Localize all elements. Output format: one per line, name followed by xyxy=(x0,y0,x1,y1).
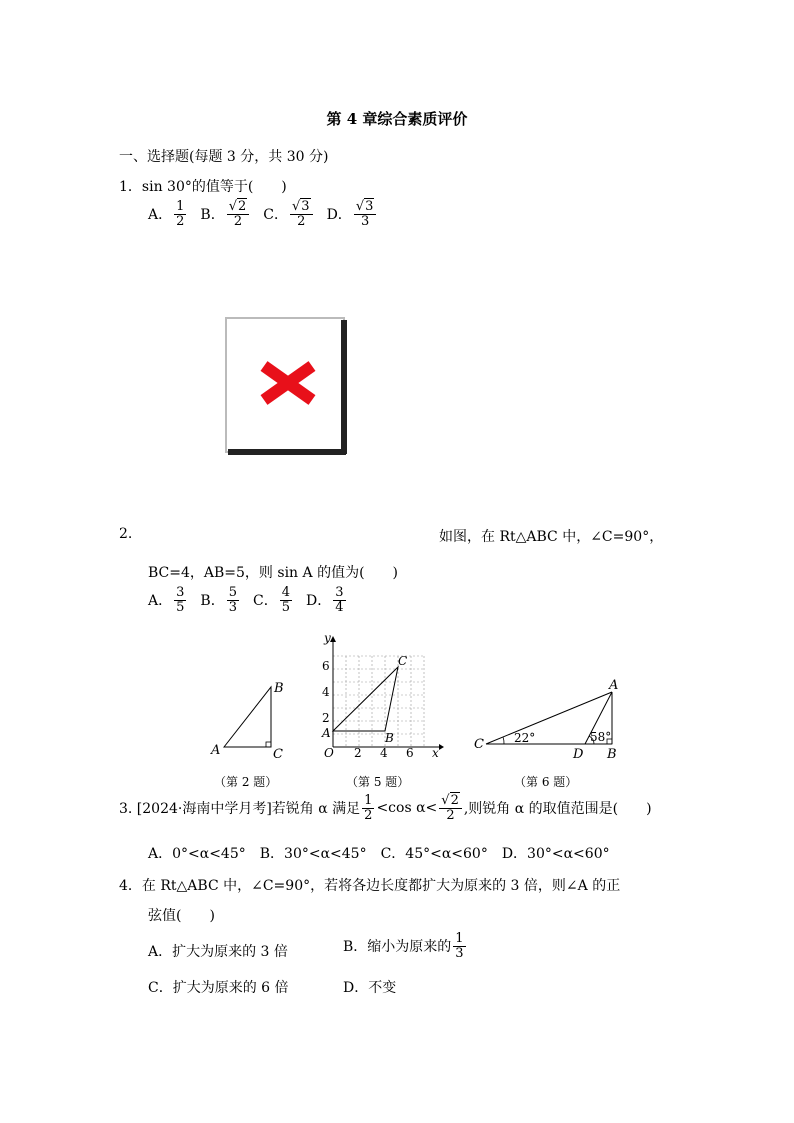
svg-text:D: D xyxy=(573,747,584,762)
q4-line2: 弦值( ) xyxy=(148,908,215,924)
svg-text:6: 6 xyxy=(322,659,330,673)
q4-option-d: D．不变 xyxy=(343,980,397,996)
q2-number: 2. xyxy=(119,526,133,542)
figure-2 xyxy=(205,675,295,765)
q1-stem: 1．sin 30°的值等于( ) xyxy=(119,179,287,195)
page-title: 第 4 章综合素质评价 xyxy=(326,110,468,128)
svg-text:4: 4 xyxy=(380,746,388,760)
q2-option-a: A． $\frac{3}{5}$ xyxy=(148,585,185,615)
figure-6 xyxy=(470,675,630,765)
fig5-caption: （第 5 题） xyxy=(346,775,410,789)
q1-option-c: C． $\frac{√3}{2}$ xyxy=(263,200,314,228)
svg-text:58°: 58° xyxy=(590,730,612,744)
q2-options xyxy=(148,586,360,614)
svg-text:x: x xyxy=(432,746,439,760)
q4-option-b: B．缩小为原来的 $\frac{1}{3}$ xyxy=(343,931,464,961)
svg-text:2: 2 xyxy=(322,711,330,725)
q1-option-d: D． $\frac{√3}{3}$ xyxy=(327,200,379,228)
q3-options: A．0°<α<45° B．30°<α<45° C．45°<α<60° D．30°<α<60° xyxy=(148,846,610,862)
svg-text:y: y xyxy=(324,631,331,645)
q4-option-a: A．扩大为原来的 3 倍 xyxy=(148,944,288,960)
q3-stem: 3. [2024·海南中学月考]若锐角 α 满足 $\frac{1}{2}$ <cos α< $\frac{√2}{2}$ ,则锐角 α 的取值范围是( ) xyxy=(119,793,652,823)
fig2-label-b: B xyxy=(274,681,284,696)
fig2-caption: （第 2 题） xyxy=(214,775,278,789)
q2-option-d: D． $\frac{3}{4}$ xyxy=(305,585,344,615)
q4-line1: 4．在 Rt△ABC 中，∠C=90°，若将各边长度都扩大为原来的 3 倍，则∠A 的正 xyxy=(119,878,621,894)
fig2-label-a: A xyxy=(211,743,221,758)
figure-5 xyxy=(312,630,447,760)
q4-option-c: C．扩大为原来的 6 倍 xyxy=(148,980,289,996)
svg-text:C: C xyxy=(474,737,484,752)
svg-text:B: B xyxy=(385,731,394,745)
section-heading: 一、选择题(每题 3 分，共 30 分) xyxy=(119,149,329,165)
q1-option-b: B． $\frac{√2}{2}$ xyxy=(200,200,251,228)
svg-text:A: A xyxy=(609,678,619,693)
q2-option-b: B． $\frac{5}{3}$ xyxy=(200,585,237,615)
svg-text:22°: 22° xyxy=(514,731,536,745)
svg-text:O: O xyxy=(324,746,334,760)
svg-text:2: 2 xyxy=(354,746,362,760)
fig6-caption: （第 6 题） xyxy=(514,775,578,789)
q1-options xyxy=(148,200,390,228)
svg-text:C: C xyxy=(398,654,408,668)
svg-text:6: 6 xyxy=(406,746,414,760)
svg-text:A: A xyxy=(322,726,331,740)
svg-text:4: 4 xyxy=(322,685,330,699)
fig2-label-c: C xyxy=(273,747,283,762)
broken-image-icon xyxy=(224,316,348,456)
q2-stem-line2: BC=4，AB=5，则 sin A 的值为( ) xyxy=(148,565,398,581)
q2-option-c: C． $\frac{4}{5}$ xyxy=(252,585,290,615)
svg-text:B: B xyxy=(607,747,617,762)
q2-stem-right: 如图，在 Rt△ABC 中，∠C=90°， xyxy=(439,529,664,545)
q1-option-a: A． $\frac{1}{2}$ xyxy=(148,199,185,229)
